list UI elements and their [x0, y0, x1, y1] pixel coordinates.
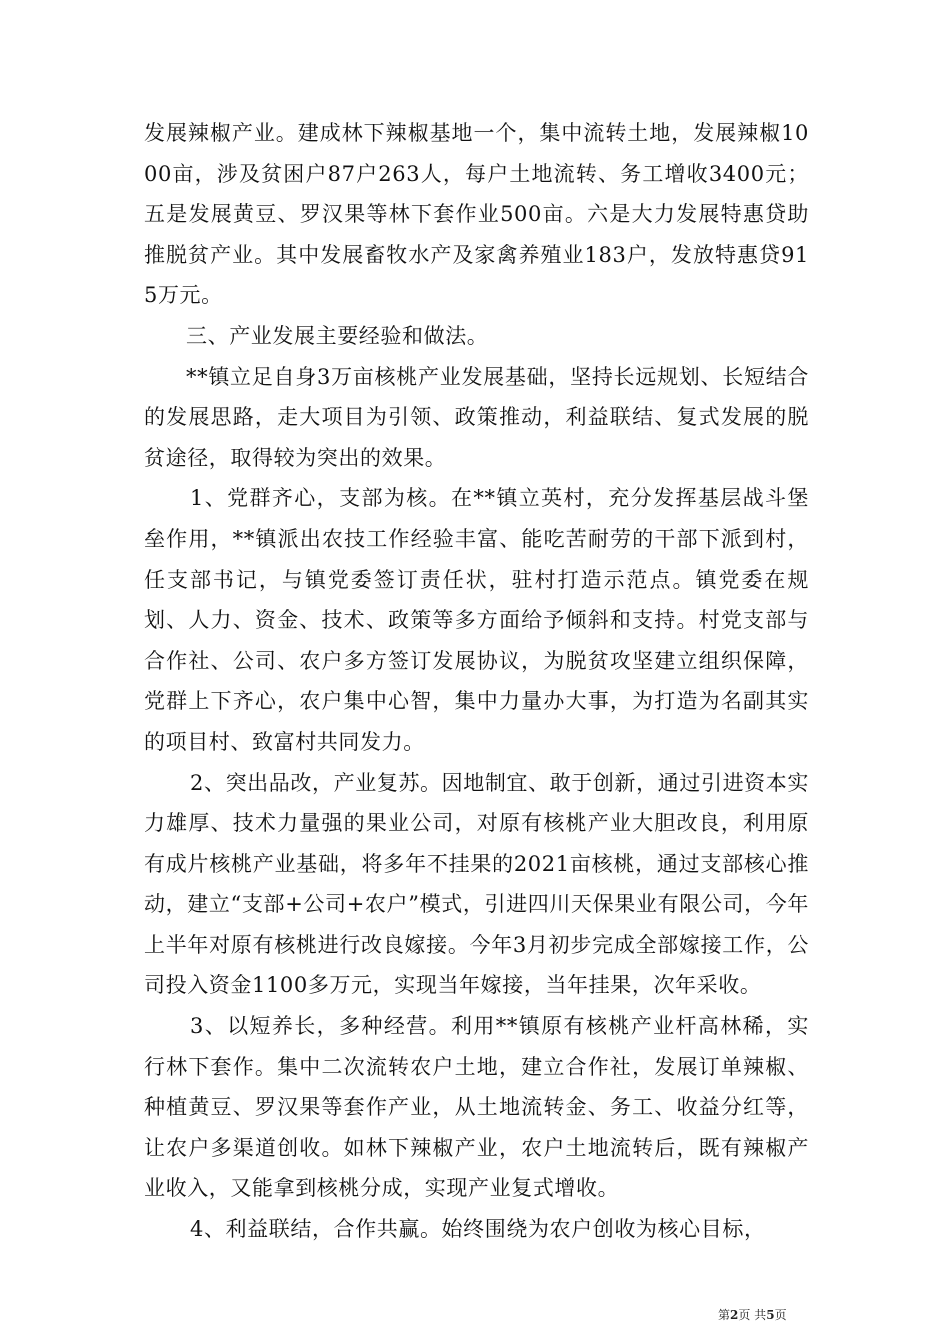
document-body — [144, 113, 809, 1250]
page-number-footer — [718, 1307, 787, 1323]
current-page-number: 2 — [730, 1308, 739, 1322]
footer-suffix: 页 — [774, 1308, 787, 1322]
total-pages-number: 5 — [766, 1308, 775, 1322]
footer-prefix: 第 — [718, 1308, 731, 1322]
paragraph-intro: **镇立足自身3万亩核桃产业发展基础，坚持长远规划、长短结合的发展思路，走大项目为引领、政策推动，利益联结、复式发展的脱贫途径，取得较为突出的效果。 — [144, 364, 809, 470]
paragraph-point-1: 1、党群齐心，支部为核。在**镇立英村，充分发挥基层战斗堡垒作用，**镇派出农技工作经验丰富、能吃苦耐劳的干部下派到村，任支部书记，与镇党委签订责任状，驻村打造示范点。镇党委在规划、人力、资金、技术、政策等多方面给予倾斜和支持。村党支部与合作社、公司、农户多方签订发展协议，为脱贫攻坚建立组织保障，党群上下齐心，农户集中心智，集中力量办大事，为打造为名副其实的项目村、致富村共同发力。 — [144, 486, 809, 754]
paragraph-point-4: 4、利益联结，合作共赢。始终围绕为农户创收为核心目标， — [190, 1217, 766, 1242]
paragraph-point-3: 3、以短养长，多种经营。利用**镇原有核桃产业杆高林稀，实行林下套作。集中二次流转农户土地，建立合作社，发展订单辣椒、种植黄豆、罗汉果等套作产业，从土地流转金、务工、收益分红等，让农户多渠道创收。如林下辣椒产业，农户土地流转后，既有辣椒产业收入，又能拿到核桃分成，实现产业复式增收。 — [144, 1014, 809, 1201]
footer-middle: 页 共 — [738, 1308, 767, 1322]
paragraph-point-2: 2、突出品改，产业复苏。因地制宜、敢于创新，通过引进资本实力雄厚、技术力量强的果业公司，对原有核桃产业大胆改良，利用原有成片核桃产业基础，将多年不挂果的2021亩核桃，通过支部核心推动，建立“支部+公司+农户”模式，引进四川天保果业有限公司，今年上半年对原有核桃进行改良嫁接。今年3月初步完成全部嫁接工作，公司投入资金1100多万元，实现当年嫁接，当年挂果，次年采收。 — [144, 770, 809, 998]
paragraph-continuation: 发展辣椒产业。建成林下辣椒基地一个，集中流转土地，发展辣椒1000亩，涉及贫困户87户263人，每户土地流转、务工增收3400元；五是发展黄豆、罗汉果等林下套作业500亩。六是大力发展特惠贷助推脱贫产业。其中发展畜牧水产及家禽养殖业183户，发放特惠贷915万元。 — [144, 121, 809, 308]
section-heading-experience: 三、产业发展主要经验和做法。 — [186, 323, 489, 348]
